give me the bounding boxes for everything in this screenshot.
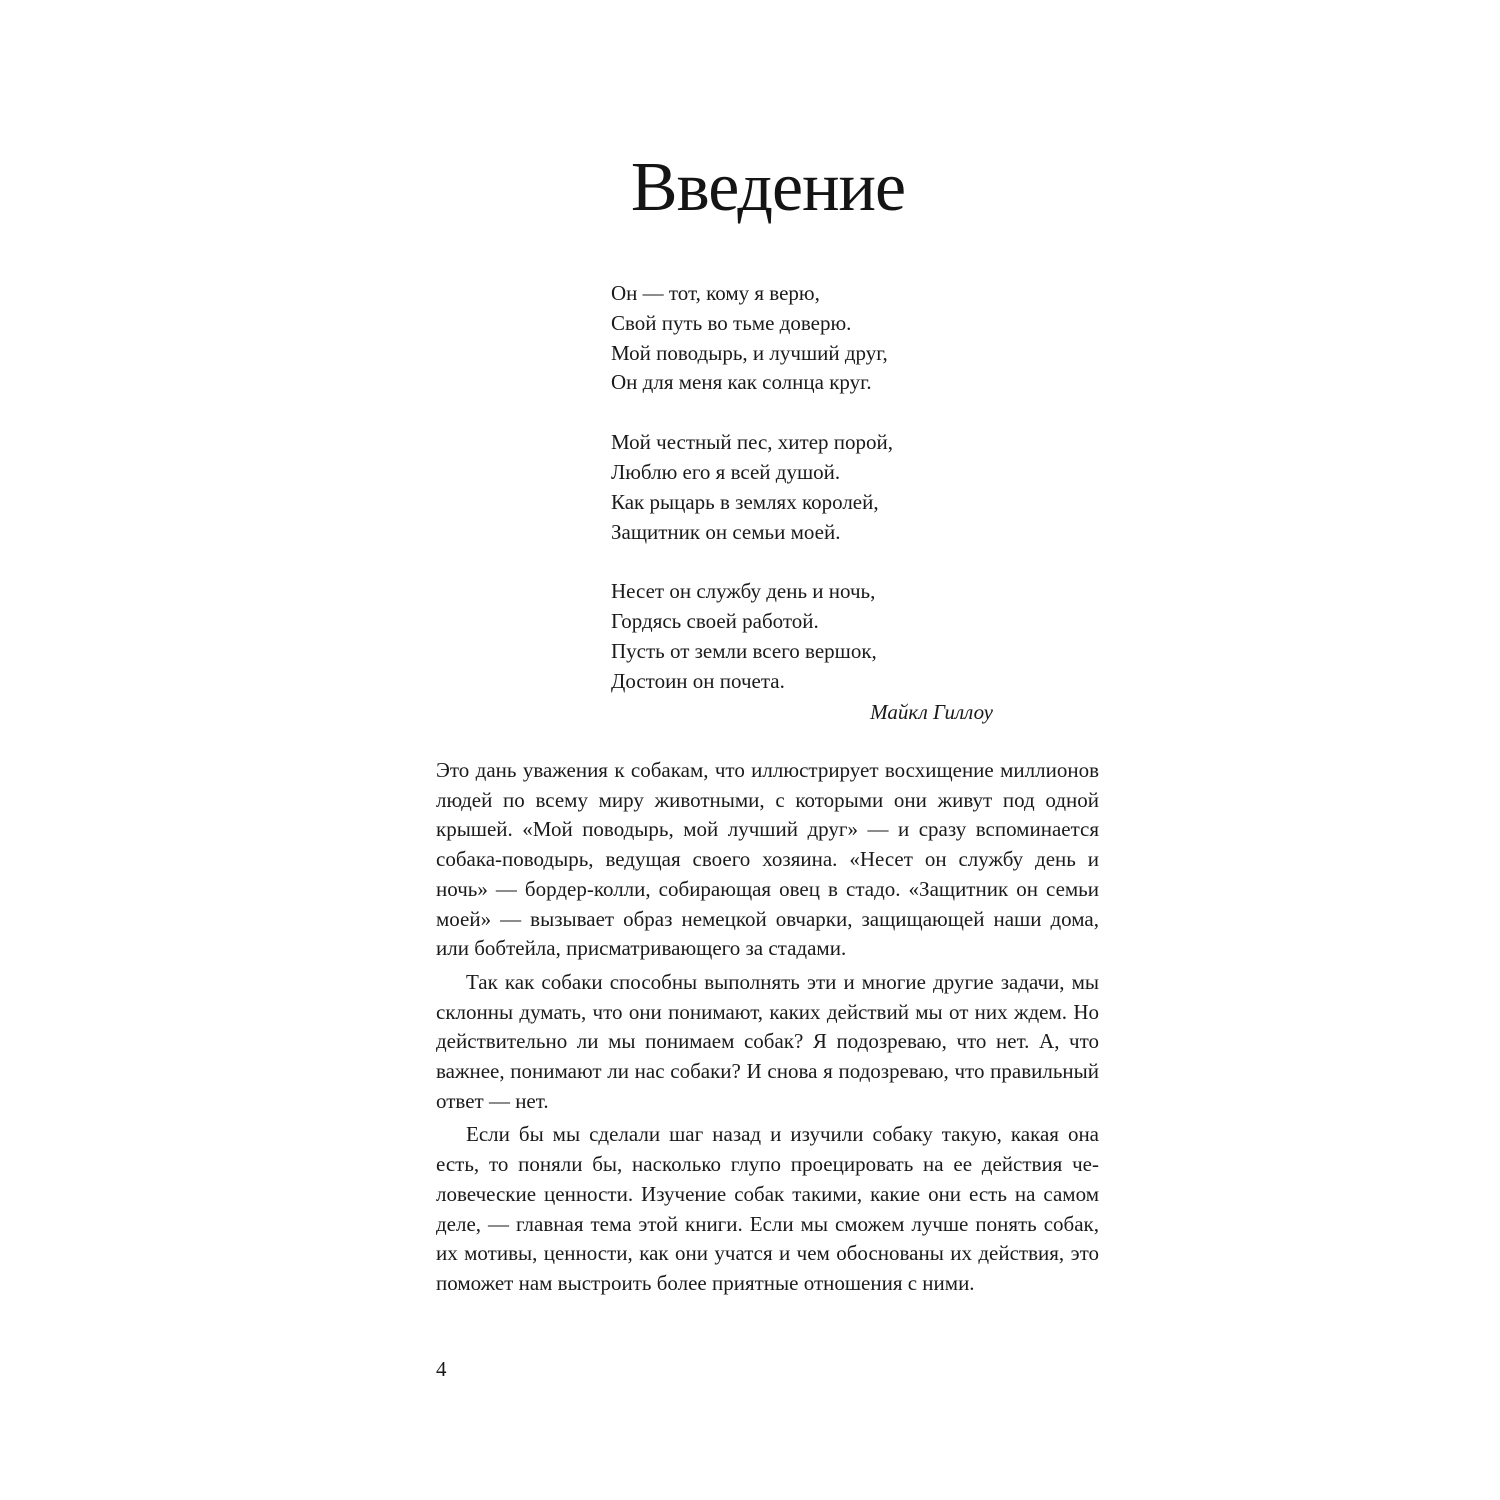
verse-line: Он для меня как солнца круг.: [611, 370, 872, 395]
verse-line: Он — тот, кому я верю,: [611, 281, 820, 305]
verse-line: Несет он службу день и ночь,: [611, 579, 876, 604]
verse-line: Свой путь во тьме доверю.: [611, 310, 852, 335]
paragraph: Это дань уважения к собакам, что иллюстрирует восхищение миллионов людей по всему миру животными, с которыми они живут под одной крышей. «Мой поводырь, мой лучший друг» — и сразу вспоминается собака-поводырь, ведущая своего хозяина. «Несет он службу день и ночь» — бордер-колли, собирающая овец в стадо. «Защитник он семьи моей» — вызывает образ немецкой овчарки, защищающей наши дома, или бобтейла, присматривающего за стадами.: [436, 758, 1099, 961]
poem-stanza: [611, 577, 1001, 696]
verse-line: Мой честный пес, хитер порой,: [611, 430, 893, 455]
page-number: 4: [436, 1357, 447, 1381]
paragraph: Так как собаки способны выполнять эти и многие другие задачи, мы склонны думать, что они понимают, каких действий мы от них ждем. Но действительно ли мы понимаем собак? Я подозреваю, что нет. А, что важнее, понимают ли нас собаки? И снова я подозреваю, что правильный ответ — нет.: [436, 969, 1099, 1113]
chapter-title: Введение: [630, 149, 906, 226]
verse-line: Люблю его я всей душой.: [611, 459, 841, 484]
verse-line: Гордясь своей работой.: [611, 609, 819, 634]
verse-line: Достоин он почета.: [611, 668, 785, 693]
paragraph: Если бы мы сделали шаг назад и изучили собаку такую, какая она есть, то поняли бы, насколько глупо проецировать на ее действия человеческие ценности. Изучение собак такими, какие они есть на самом деле, — главная тема этой книги. Если мы сможем лучше понять собак, их мотивы, ценности, как они учатся и чем обоснованы их действия, это поможет нам выстроить более приятные отношения с ними.: [436, 1122, 1099, 1295]
poem-stanza: [611, 279, 1001, 398]
verse-line: Защитник он семьи моей.: [611, 519, 841, 544]
body-text: [436, 756, 1099, 1299]
verse-line: Пусть от земли всего вершок,: [611, 638, 877, 663]
poem-stanza: [611, 428, 1001, 547]
poem-author: Майкл Гиллоу: [870, 699, 993, 724]
epigraph-poem: [611, 279, 1001, 727]
verse-line: Как рыцарь в землях королей,: [611, 489, 879, 514]
verse-line: Мой поводырь, и лучший друг,: [611, 340, 888, 365]
